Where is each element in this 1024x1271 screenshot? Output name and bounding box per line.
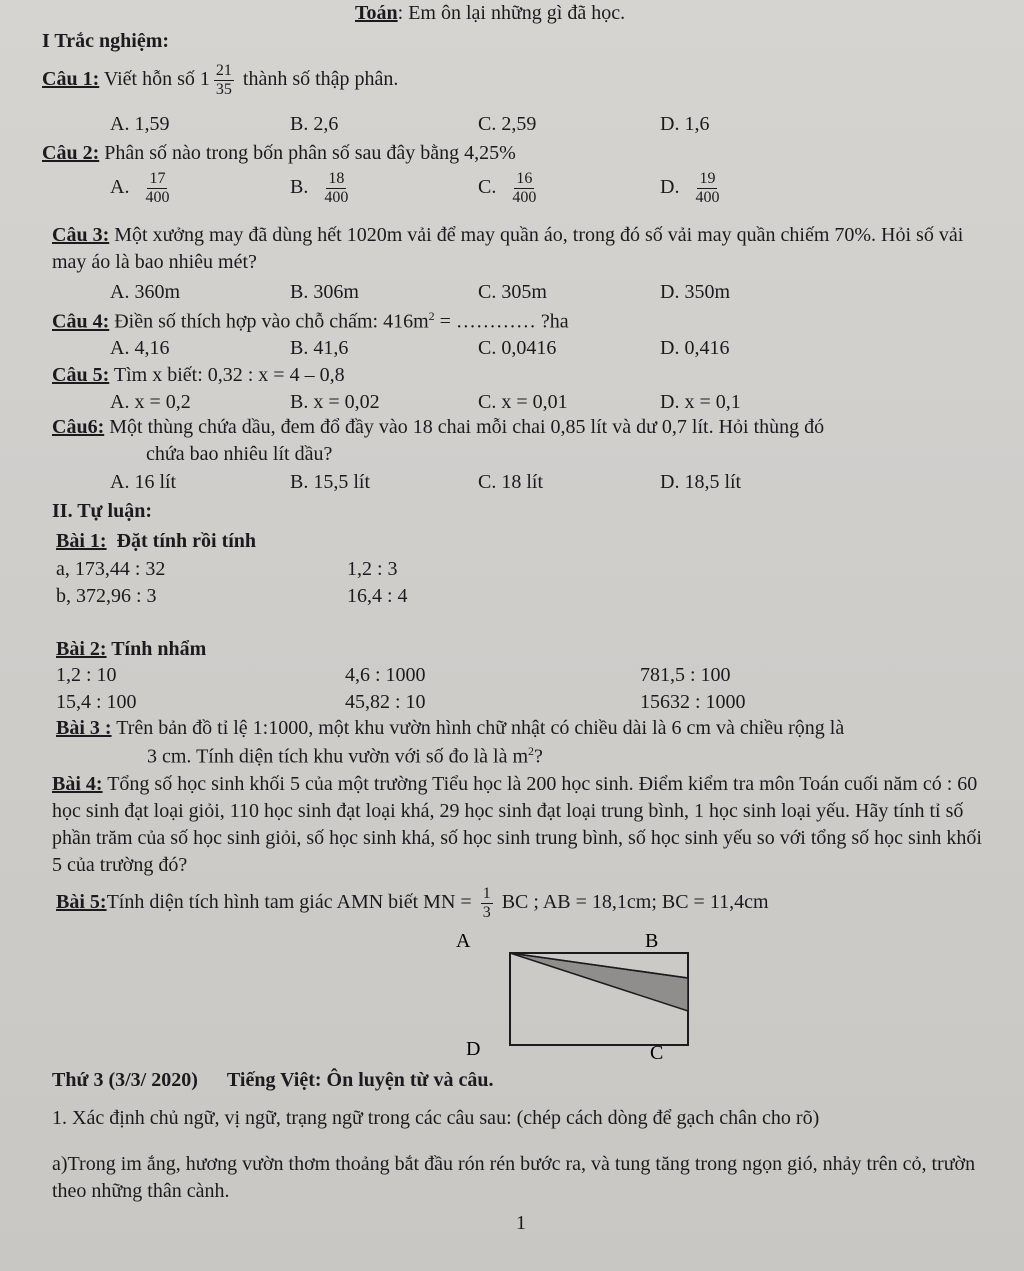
- option-letter: B.: [290, 176, 309, 199]
- option-fraction: [693, 170, 721, 207]
- question-1: [42, 62, 398, 99]
- question-1-option-b: B. 2,6: [290, 113, 339, 135]
- question-5-option-c: C. x = 0,01: [478, 391, 568, 413]
- bai-1-item: b, 372,96 : 3: [56, 585, 157, 607]
- question-4-option-a: A. 4,16: [110, 337, 170, 359]
- bai-3-question-mark: ?: [534, 745, 543, 768]
- bai-2-item: 4,6 : 1000: [345, 664, 426, 686]
- question-5-text: Tìm x biết: 0,32 : x = 4 – 0,8: [113, 364, 345, 386]
- question-2-text: Phân số nào trong bốn phân số sau đây bằng 4,25%: [104, 142, 516, 164]
- triangle-amn: [510, 953, 688, 1011]
- fraction-numerator: 19: [699, 170, 716, 187]
- rectangle-figure: [440, 925, 720, 1065]
- option-letter: D.: [660, 176, 680, 199]
- question-4-label: Câu 4:: [52, 310, 110, 333]
- bai-3-label: Bài 3 :: [56, 717, 112, 739]
- question-1-option-c: C. 2,59: [478, 113, 537, 135]
- bai-1-heading: [56, 530, 256, 553]
- section-2-heading: II. Tự luận:: [52, 500, 153, 522]
- subject-label: Toán: [355, 2, 398, 24]
- question-3-option-c: C. 305m: [478, 281, 547, 303]
- option-fraction: [510, 170, 538, 207]
- superscript: 2: [428, 309, 435, 323]
- question-2-option-c: [478, 170, 542, 207]
- fraction-numerator: 1: [482, 885, 491, 902]
- fraction-denominator: 400: [324, 189, 349, 206]
- question-5-label: Câu 5:: [52, 364, 110, 386]
- vertex-label-c: C: [650, 1042, 664, 1064]
- option-fraction: [322, 170, 350, 207]
- question-6-option-d: D. 18,5 lít: [660, 471, 742, 493]
- question-2-option-d: [660, 170, 725, 207]
- vertex-label-d: D: [466, 1038, 481, 1060]
- question-4-option-b: B. 41,6: [290, 337, 349, 359]
- bai-3: [56, 717, 844, 740]
- tieng-viet-sentence-a: a)Trong im ắng, hương vườn thơm thoảng bắt đầu rón rén bước ra, và tung tăng trong ngọn gió, nhảy trên cỏ, trườn theo những thân cành.: [52, 1153, 976, 1202]
- bai-1-label: Bài 1:: [56, 530, 107, 552]
- tieng-viet-task-1: 1. Xác định chủ ngữ, vị ngữ, trạng ngữ trong các câu sau: (chép cách dòng để gạch chân cho rõ): [52, 1107, 820, 1129]
- bai-2-item: 15632 : 1000: [640, 691, 746, 713]
- question-2-option-b: [290, 170, 354, 207]
- bai-2-item: 45,82 : 10: [345, 691, 426, 713]
- question-1-option-d: D. 1,6: [660, 113, 710, 135]
- question-6-option-c: C. 18 lít: [478, 471, 544, 493]
- bai-3-text-2: [147, 744, 543, 769]
- question-6-option-a: A. 16 lít: [110, 471, 177, 493]
- question-6: [52, 416, 824, 439]
- question-4-option-d: D. 0,416: [660, 337, 730, 359]
- bai-4-label: Bài 4:: [52, 773, 103, 795]
- fraction-denominator: 400: [695, 189, 720, 206]
- bai-2-label: Bài 2:: [56, 638, 107, 660]
- bai-2-title: Tính nhẩm: [111, 638, 207, 660]
- bai-1-item: 1,2 : 3: [347, 558, 398, 580]
- bai-5-text-after: BC ; AB = 18,1cm; BC = 11,4cm: [501, 891, 769, 914]
- option-fraction: [143, 170, 171, 207]
- bai-5-fraction: [481, 885, 493, 922]
- question-5-option-d: D. x = 0,1: [660, 391, 741, 413]
- question-3: [52, 222, 992, 276]
- fraction-denominator: 400: [512, 189, 537, 206]
- mixed-number-fraction: [214, 62, 234, 99]
- bai-5-label: Bài 5:: [56, 891, 107, 914]
- question-1-text-after: thành số thập phân.: [242, 68, 399, 91]
- bai-1-title: Đặt tính rồi tính: [116, 530, 257, 552]
- question-1-label: Câu 1:: [42, 68, 100, 91]
- vertex-label-a: A: [456, 930, 471, 952]
- page-header: [355, 2, 625, 25]
- bai-5-text: Tính diện tích hình tam giác AMN biết MN =: [106, 891, 472, 914]
- mixed-number-whole: 1: [199, 68, 210, 91]
- question-3-label: Câu 3:: [52, 224, 110, 246]
- question-1-option-a: A. 1,59: [110, 113, 170, 135]
- header-title: : Em ôn lại những gì đã học.: [397, 2, 626, 24]
- question-3-option-a: A. 360m: [110, 281, 180, 303]
- tieng-viet-heading: [52, 1069, 494, 1092]
- page-number: 1: [516, 1212, 526, 1234]
- bai-1-item: 16,4 : 4: [347, 585, 408, 607]
- section-1-heading: I Trắc nghiệm:: [42, 30, 170, 52]
- question-3-option-b: B. 306m: [290, 281, 359, 303]
- fraction-denominator: 400: [145, 189, 170, 206]
- bai-1-item: a, 173,44 : 32: [56, 558, 166, 580]
- question-1-text: Viết hỗn số: [103, 68, 195, 91]
- bai-5: [56, 885, 769, 922]
- question-6-option-b: B. 15,5 lít: [290, 471, 371, 493]
- superscript: 2: [528, 744, 535, 758]
- question-5: [52, 364, 345, 387]
- question-3-option-d: D. 350m: [660, 281, 730, 303]
- option-letter: C.: [478, 176, 497, 199]
- bai-2-heading: [56, 638, 206, 661]
- tieng-viet-title: Tiếng Việt: Ôn luyện từ và câu.: [226, 1069, 494, 1091]
- bai-4: [52, 771, 992, 879]
- bai-3-text: Trên bản đồ tỉ lệ 1:1000, một khu vườn hình chữ nhật có chiều dài là 6 cm và chiều rộng là: [116, 717, 845, 739]
- bai-3-text-2-main: 3 cm. Tính diện tích khu vườn với số đo là là m: [147, 745, 529, 768]
- question-6-text-2: chứa bao nhiêu lít dầu?: [146, 443, 333, 465]
- option-letter: A.: [110, 176, 130, 199]
- day-label: Thứ 3 (3/3/ 2020): [52, 1069, 198, 1091]
- question-2-label: Câu 2:: [42, 142, 100, 164]
- fraction-denominator: 3: [482, 904, 491, 921]
- bai-2-item: 781,5 : 100: [640, 664, 731, 686]
- fraction-numerator: 17: [149, 170, 166, 187]
- question-4: [52, 309, 569, 334]
- vertex-label-b: B: [645, 930, 659, 952]
- fraction-numerator: 21: [215, 62, 232, 79]
- fraction-numerator: 18: [328, 170, 345, 187]
- question-4-text-after: = ………… ?ha: [434, 310, 569, 333]
- question-4-text: Điền số thích hợp vào chỗ chấm: 416m: [114, 310, 429, 333]
- question-4-option-c: C. 0,0416: [478, 337, 557, 359]
- question-5-option-b: B. x = 0,02: [290, 391, 380, 413]
- question-5-option-a: A. x = 0,2: [110, 391, 191, 413]
- bai-4-text: Tổng số học sinh khối 5 của một trường Tiểu học là 200 học sinh. Điểm kiểm tra môn Toán cuối năm có : 60 học sinh đạt loại giỏi, 110 học sinh đạt loại khá, 29 học sinh đạt loại trung bình, 1 học sinh loại yếu. Hãy tính tỉ số phần trăm của số học sinh giỏi, số học sinh khá, số học sinh trung bình, số học sinh yếu so với tổng số học sinh khối 5 của trường đó?: [52, 773, 982, 876]
- question-2: [42, 142, 516, 165]
- question-3-text: Một xưởng may đã dùng hết 1020m vải để may quần áo, trong đó số vải may quần chiếm 70%. Hỏi số vải may áo là bao nhiêu mét?: [52, 224, 964, 273]
- question-6-text: Một thùng chứa dầu, đem đổ đầy vào 18 chai mỗi chai 0,85 lít và dư 0,7 lít. Hỏi thùng đó: [109, 416, 825, 438]
- bai-2-item: 1,2 : 10: [56, 664, 117, 686]
- fraction-denominator: 35: [215, 81, 232, 98]
- question-2-option-a: [110, 170, 175, 207]
- bai-2-item: 15,4 : 100: [56, 691, 137, 713]
- fraction-numerator: 16: [516, 170, 533, 187]
- question-6-label: Câu6:: [52, 416, 105, 438]
